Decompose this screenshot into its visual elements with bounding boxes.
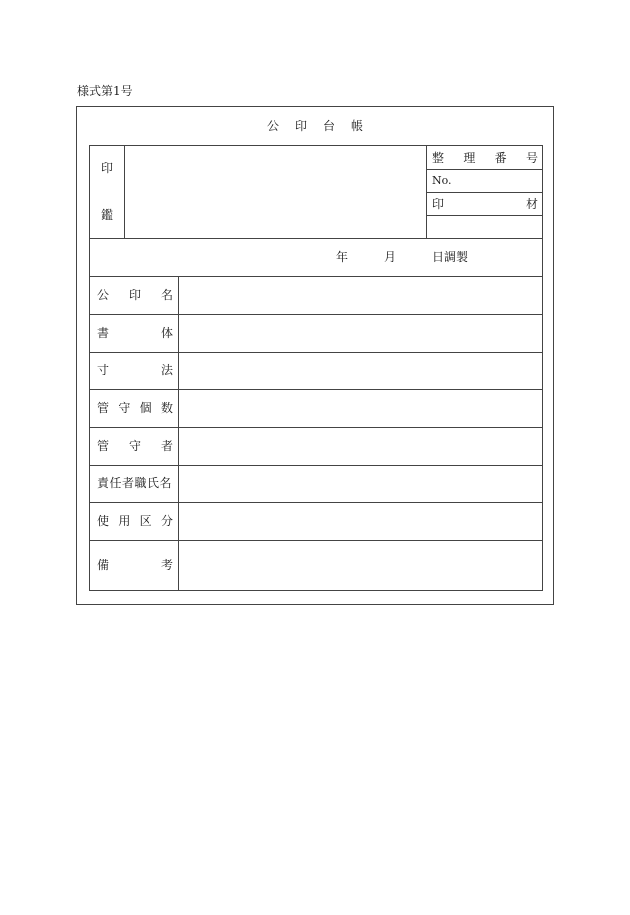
seal-material-field[interactable] [427,216,543,238]
row-label-dimensions [97,363,173,377]
usage-category-field[interactable] [179,503,542,540]
date-day-made: 日調製 [432,250,469,264]
dimensions-char-2: 法 [160,363,173,377]
custody-count-char-4: 数 [160,401,173,415]
title-char-1: 公 [266,119,279,133]
seal-name-char-3: 名 [160,288,173,302]
row-label-seal-name [97,288,173,302]
ledger-table [89,145,543,591]
usage-char-2: 用 [118,514,131,528]
responsible-person-field[interactable] [179,466,542,502]
registration-number-label [432,151,538,165]
remarks-field[interactable] [179,541,542,590]
remarks-char-2: 考 [160,558,173,572]
custodian-char-1: 管 [97,439,110,453]
custody-count-char-3: 個 [139,401,152,415]
dimensions-field[interactable] [179,353,542,389]
row-label-usage-category [97,514,173,528]
row-label-remarks [97,558,173,572]
reg-char-1: 整 [432,151,445,165]
custody-count-char-2: 守 [118,401,131,415]
usage-char-3: 区 [139,514,152,528]
usage-char-4: 分 [160,514,173,528]
material-char-1: 印 [432,197,445,211]
row-label-typeface [97,326,173,340]
typeface-field[interactable] [179,315,542,352]
reg-char-3: 番 [494,151,507,165]
title-char-3: 台 [323,119,336,133]
custodian-field[interactable] [179,428,542,465]
form-number: 様式第1号 [77,84,133,98]
seal-impression-area[interactable] [125,146,426,238]
custodian-char-2: 守 [128,439,141,453]
date-year: 年 [336,250,349,264]
typeface-char-1: 書 [97,326,110,340]
row-label-custodian [97,439,173,453]
ledger-frame [76,106,554,605]
seal-name-char-1: 公 [97,288,110,302]
date-month: 月 [384,250,397,264]
custodian-char-3: 者 [160,439,173,453]
row-label-responsible-person: 責任者職氏名 [97,476,173,490]
reg-char-4: 号 [525,151,538,165]
material-char-2: 材 [525,197,538,211]
page-title [77,119,553,133]
reg-char-2: 理 [463,151,476,165]
seal-label-bottom: 鑑 [101,208,114,222]
seal-material-label [432,197,538,211]
row-label-custody-count [97,401,173,415]
title-char-4: 帳 [351,119,364,133]
seal-name-char-2: 印 [128,288,141,302]
usage-char-1: 使 [97,514,110,528]
custody-count-field[interactable] [179,390,542,427]
seal-label-top: 印 [101,161,114,175]
custody-count-char-1: 管 [97,401,110,415]
dimensions-char-1: 寸 [97,363,110,377]
seal-name-field[interactable] [179,277,542,314]
typeface-char-2: 体 [160,326,173,340]
registration-number-field[interactable]: No. [432,174,452,187]
remarks-char-1: 備 [97,558,110,572]
title-char-2: 印 [294,119,307,133]
